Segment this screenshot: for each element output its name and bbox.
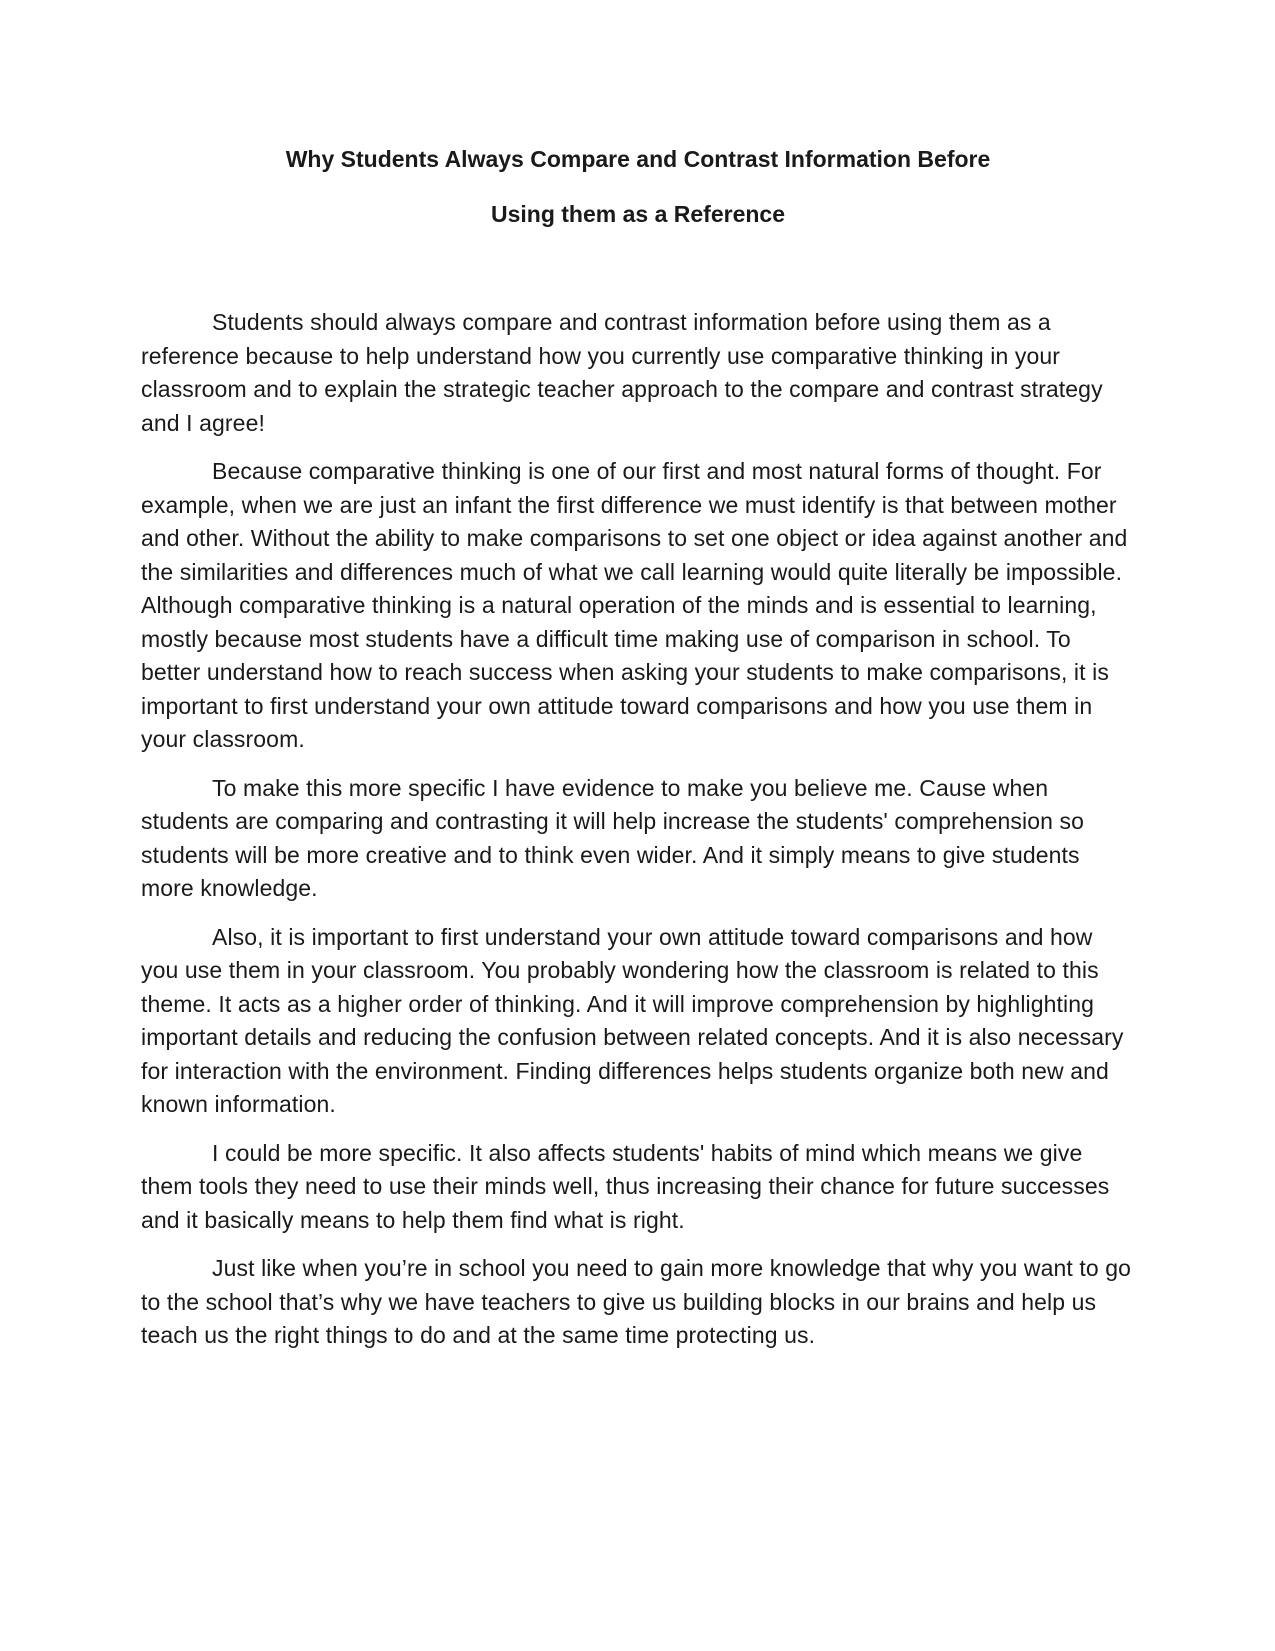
essay-paragraph-6: Just like when you’re in school you need to gain more knowledge that why you want to go to the school that’s why we have teachers to give us building blocks in our brains and help us teach us the right things to do and at the same time protecting us. bbox=[141, 1255, 1132, 1348]
essay-paragraph-1: Students should always compare and contrast information before using them as a reference because to help understand how you currently use comparative thinking in your classroom and to explain the strategic teacher approach to the compare and contrast strategy and I agree! bbox=[141, 309, 1103, 436]
essay-paragraph-5: I could be more specific. It also affects students' habits of mind which means we give them tools they need to use their minds well, thus increasing their chance for future successes and it basically means to help them find what is right. bbox=[141, 1139, 1110, 1233]
essay-title-line-1: Why Students Always Compare and Contrast Information Before bbox=[285, 146, 991, 172]
essay-title-line-2: Using them as a Reference bbox=[490, 201, 785, 227]
essay-paragraph-4: Also, it is important to first understand your own attitude toward comparisons and how you use them in your classroom. You probably wondering how the classroom is related to this theme. It acts as a higher order of thinking. And it will improve comprehension by highlighting important details and reducing the confusion between related concepts. And it is also necessary for interaction with the environment. Finding differences helps students organize both new and known information. bbox=[141, 923, 1124, 1117]
essay-paragraph-2: Because comparative thinking is one of our first and most natural forms of thought. For example, when we are just an infant the first difference we must identify is that between mother and other. Without the ability to make comparisons to set one object or idea against another and the similarities and differences much of what we call learning would quite literally be impossible. Although comparative thinking is a natural operation of the minds and is essential to learning, mostly because most students have a difficult time making use of comparison in school. To better understand how to reach success when asking your students to make comparisons, it is important to first understand your own attitude toward comparisons and how you use them in your classroom. bbox=[141, 458, 1128, 752]
essay-paragraph-3: To make this more specific I have evidence to make you believe me. Cause when students are comparing and contrasting it will help increase the students' comprehension so students will be more creative and to think even wider. And it simply means to give students more knowledge. bbox=[141, 774, 1084, 901]
essay-title bbox=[141, 143, 1135, 231]
essay-body bbox=[141, 306, 1135, 1353]
